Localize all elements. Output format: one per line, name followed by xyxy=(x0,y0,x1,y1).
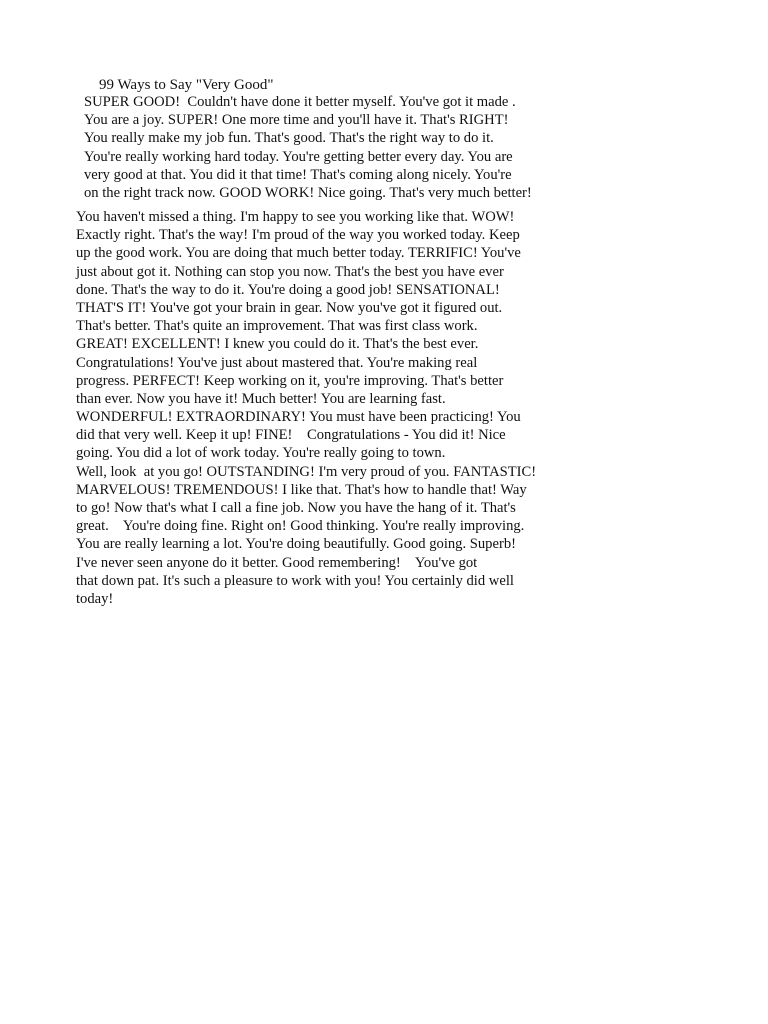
text-line: did that very well. Keep it up! FINE! Congratulations - You did it! Nice xyxy=(76,427,506,444)
text-line: progress. PERFECT! Keep working on it, you're improving. That's better xyxy=(76,372,504,389)
text-line: I've never seen anyone do it better. Good remembering! You've got xyxy=(76,554,478,571)
text-line: You're really working hard today. You're getting better every day. You are xyxy=(84,148,513,165)
text-line: on the right track now. GOOD WORK! Nice going. That's very much better! xyxy=(84,184,532,201)
text-line: great. You're doing fine. Right on! Good thinking. You're really improving. xyxy=(76,518,525,535)
text-line: up the good work. You are doing that much better today. TERRIFIC! You've xyxy=(76,245,521,262)
text-line: MARVELOUS! TREMENDOUS! I like that. That's how to handle that! Way xyxy=(76,481,527,498)
document-title: 99 Ways to Say "Very Good" xyxy=(99,77,274,93)
text-line: today! xyxy=(76,590,114,607)
text-line: That's better. That's quite an improvement. That was first class work. xyxy=(76,318,478,335)
text-line: You really make my job fun. That's good. That's the right way to do it. xyxy=(84,130,494,147)
text-line: SUPER GOOD! Couldn't have done it better myself. You've got it made . xyxy=(84,94,516,110)
text-line: Congratulations! You've just about mastered that. You're making real xyxy=(76,354,478,371)
text-line: going. You did a lot of work today. You're really going to town. xyxy=(76,445,446,462)
text-line: THAT'S IT! You've got your brain in gear. Now you've got it figured out. xyxy=(76,299,503,316)
text-line: to go! Now that's what I call a fine job. Now you have the hang of it. That's xyxy=(76,500,516,516)
text-line: WONDERFUL! EXTRAORDINARY! You must have been practicing! You xyxy=(76,409,521,426)
paragraph-2 xyxy=(76,208,536,608)
text-line: GREAT! EXCELLENT! I knew you could do it. That's the best ever. xyxy=(76,336,479,353)
text-line: that down pat. It's such a pleasure to work with you! You certainly did well xyxy=(76,572,514,589)
paragraph-1 xyxy=(84,93,532,202)
text-line: just about got it. Nothing can stop you now. That's the best you have ever xyxy=(76,263,504,280)
text-line: than ever. Now you have it! Much better! You are learning fast. xyxy=(76,390,446,407)
text-line: You are a joy. SUPER! One more time and you'll have it. That's RIGHT! xyxy=(84,112,509,129)
text-line: very good at that. You did it that time! That's coming along nicely. You're xyxy=(84,166,512,183)
text-line: You haven't missed a thing. I'm happy to see you working like that. WOW! xyxy=(76,209,515,225)
text-line: You are really learning a lot. You're doing beautifully. Good going. Superb! xyxy=(76,536,516,553)
text-line: done. That's the way to do it. You're doing a good job! SENSATIONAL! xyxy=(76,281,500,298)
text-line: Exactly right. That's the way! I'm proud of the way you worked today. Keep xyxy=(76,227,520,244)
text-line: Well, look at you go! OUTSTANDING! I'm very proud of you. FANTASTIC! xyxy=(76,463,537,480)
